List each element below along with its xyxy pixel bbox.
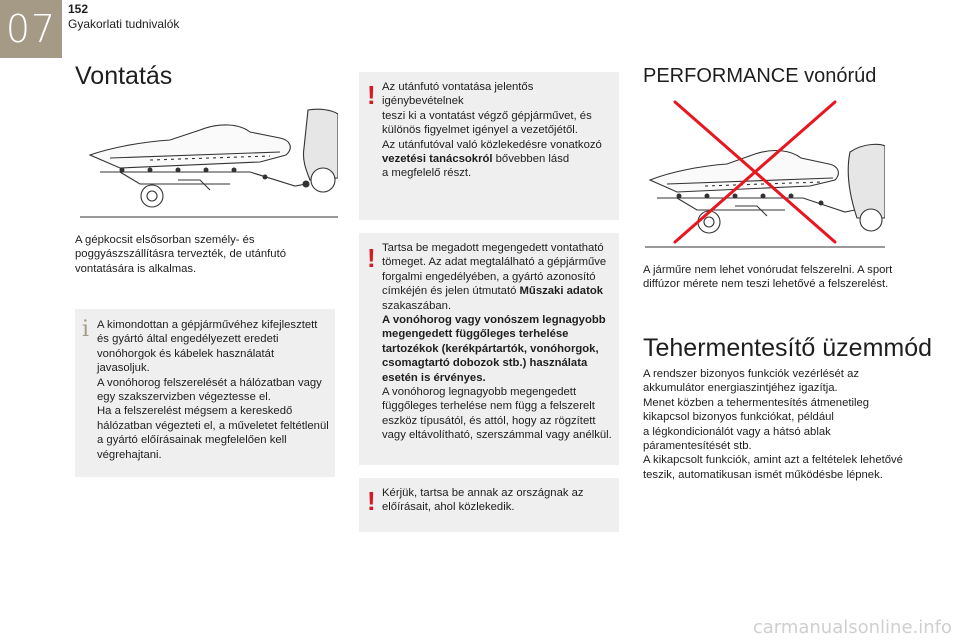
warning-exclamation-icon: ! (367, 243, 376, 273)
bold-term: vezetési tanácsokról (382, 153, 493, 166)
text-line: Menet közben a tehermentesítés átmenetileg (643, 396, 870, 409)
heading-tehermentesito: Tehermentesítő üzemmód (643, 334, 933, 362)
text-line: kikapcsol bizonyos funkciókat, például (643, 411, 834, 424)
warning-line: előírásait, ahol közlekedik. (382, 501, 515, 514)
warning-box-3 (359, 478, 619, 532)
warning-text-2 (382, 241, 616, 443)
watermark: carmanualsonline.info (752, 617, 952, 638)
warning-line (382, 284, 616, 298)
bold-line: megengedett függőleges terhelése (382, 328, 569, 341)
warning-line-pre: címkéjén és jelen útmutató (382, 285, 520, 298)
warning-text-3 (382, 486, 616, 515)
info-line: A kimondottan a gépjárművéhez kifejlesztett (97, 319, 318, 331)
warning-box-2 (359, 233, 619, 465)
warning-line (382, 152, 616, 166)
text-line: páramentesítését stb. (643, 440, 752, 453)
text-line: diffúzor mérete nem teszi lehetővé a felszerelést. (643, 278, 889, 291)
warning-line: tömeget. Az adat megtalálható a gépjárműve (382, 256, 607, 269)
warning-text-1 (382, 80, 616, 181)
warning-line: forgalmi engedélyében, a gyártó azonosító (382, 270, 596, 283)
heading-vontatas: Vontatás (75, 62, 173, 90)
section-title: Gyakorlati tudnivalók (68, 17, 180, 31)
text-line: A járműre nem lehet vonórudat felszerelni. A sport (643, 264, 893, 276)
info-text (97, 318, 329, 462)
bold-line: A vonóhorog vagy vonószem legnagyobb (382, 314, 606, 327)
warning-line: Tartsa be megadott megengedett vontatható (382, 242, 604, 254)
bold-line: tartozékok (kerékpártartók, vonóhorgok, (382, 342, 599, 355)
info-line: egy szakszervizben végeztesse el. (97, 391, 271, 404)
warning-line: a megfelelő részt. (382, 167, 472, 180)
info-line: A vonóhorog felszerelését a hálózatban vagy (97, 376, 322, 389)
text-line: a légkondicionálót vagy a hátsó ablak (643, 425, 831, 438)
warning-box-1 (359, 72, 619, 220)
heading-performance-vonorud: PERFORMANCE vonórúd (643, 65, 877, 87)
warning-line: A vonóhorog legnagyobb megengedett (382, 386, 577, 399)
warning-line: vagy eltávolítható, szerszámmal vagy anélkül. (382, 429, 612, 442)
trailer-illustration-crossed (645, 100, 885, 248)
warning-line: Az utánfutóval való közlekedésre vonatkozó (382, 138, 602, 151)
info-line: végrehajtani. (97, 448, 162, 461)
intro-line: vontatására is alkalmas. (75, 262, 197, 275)
text-line: A rendszer bizonyos funkciók vezérlését az (643, 368, 860, 380)
warning-line: Kérjük, tartsa be annak az országnak az (382, 487, 584, 499)
intro-line: poggyászszállításra tervezték, de utánfutó (75, 248, 286, 261)
page-number: 152 (68, 2, 89, 16)
info-line: hálózatban végezteti el, a műveletet feltétlenül (97, 419, 329, 432)
info-line: vonóhorgok és kábelek használatát javasoljuk. (97, 347, 275, 375)
bold-line: csomagtartó dobozok stb.) használata (382, 357, 588, 370)
chapter-badge: 07 (0, 0, 62, 58)
warning-line: eszköz típusától, és attól, hogy az rögzített (382, 414, 596, 427)
text-line: teszik, automatikusan ismét működésbe lépnek. (643, 468, 883, 481)
text-line: akkumulátor energiaszintjéhez igazítja. (643, 382, 838, 395)
warning-line: szakaszában. (382, 299, 452, 312)
warning-exclamation-icon: ! (367, 486, 376, 516)
warning-bold-block (382, 313, 616, 385)
trailer-illustration-1 (80, 100, 338, 218)
performance-text (643, 263, 943, 292)
info-box (75, 309, 335, 477)
info-icon: i (82, 317, 90, 342)
warning-line: függőleges terhelése nem függ a felszerelt (382, 400, 595, 413)
info-line: és gyártó által engedélyezett eredeti (97, 333, 279, 346)
intro-line: A gépkocsit elsősorban személy- és (75, 234, 255, 246)
warning-line: különös figyelmet igényel a vezetőjétől. (382, 124, 578, 137)
info-line: Ha a felszerelést mégsem a kereskedő (97, 405, 293, 418)
bold-term: Műszaki adatok (519, 285, 604, 298)
info-line: a gyártó előírásainak megfelelően kell (97, 434, 287, 447)
intro-text (75, 233, 337, 276)
warning-line: Az utánfutó vontatása jelentős igénybevételnek (382, 81, 534, 108)
bold-line: esetén is érvényes. (382, 371, 486, 384)
tehermentesito-text (643, 367, 943, 482)
text-line: A kikapcsolt funkciók, amint azt a feltételek lehetővé (643, 454, 903, 467)
warning-line-rest: bővebben lásd (492, 153, 570, 166)
warning-line: teszi ki a vontatást végző gépjárművet, és (382, 109, 592, 122)
warning-exclamation-icon: ! (367, 80, 376, 110)
